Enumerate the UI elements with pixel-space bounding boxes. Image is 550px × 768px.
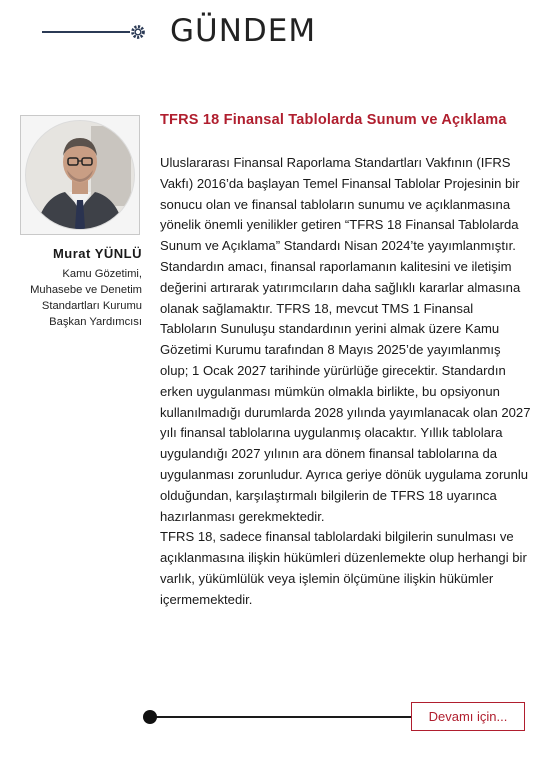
author-role-line: Başkan Yardımcısı (49, 316, 142, 328)
author-photo (20, 115, 140, 235)
header-line (42, 31, 130, 33)
footer-divider (150, 716, 412, 718)
article-title: TFRS 18 Finansal Tablolarda Sunum ve Açıklama (160, 112, 507, 128)
author-role (12, 266, 142, 330)
author-role-line: Kamu Gözetimi, (62, 268, 142, 280)
footer-dot (143, 710, 157, 724)
author-name: Murat YÜNLÜ (52, 246, 142, 261)
article-paragraph: Uluslararası Finansal Raporlama Standartları Vakfının (IFRS Vakfı) 2016’da başlayan Temel Finansal Tablolar Projesinin bir sonucu olan ve finansal tabloların sunumu ve açıklanmasına yönelik önemli yenilikler getiren “TFRS 18 Finansal Tablolarda Sunum ve Açıklama” Standardı Nisan 2024’te yayımlanmıştır. (160, 155, 520, 254)
author-role-line: Standartları Kurumu (41, 300, 142, 312)
section-title: GÜNDEM (170, 13, 317, 49)
article-paragraph: Standardın amacı, finansal raporlamanın kalitesini ve iletişim değerini artırarak yatırımcıların daha sağlıklı kararlar almasına olanak sağlamaktır. TFRS 18, mevcut TMS 1 Finansal Tabloların Sunuluşu standardının yerini almak üzere Kamu Gözetimi Kurumu tarafından 8 Mayıs 2025’de yayımlanmış olup; 1 Ocak 2027 tarihinde yürürlüğe girecektir. Standardın erken uygulanması mümkün olmakla birlikte, bu opsiyonun kullanılmadığı durumlarda 2028 yılında yayımlanacak olan 2027 yılı finansal tablolarına uygulanmış olacaktır. Yıllık tablolara uygulandığı 2027 yılının ara dönem finansal tablolarına da uygulanması zorunludur. Ayrıca geriye dönük uygulama zorunlu olduğundan, karşılaştırmalı bilgilerin de TFRS 18 uyarınca hazırlanması gerekmektedir. (160, 258, 531, 524)
author-role-line: Muhasebe ve Denetim (30, 284, 142, 296)
gear-icon (129, 23, 147, 41)
article-body (160, 153, 532, 611)
article-paragraph: TFRS 18, sadece finansal tablolardaki bilgilerin sunulması ve açıklanmasına ilişkin hükümleri düzenlemekte olup herhangi bir varlık, yükümlülük veya işlemin ölçümüne ilişkin hükümler içermemektedir. (160, 529, 527, 607)
read-more-button[interactable]: Devamı için... (411, 702, 525, 731)
